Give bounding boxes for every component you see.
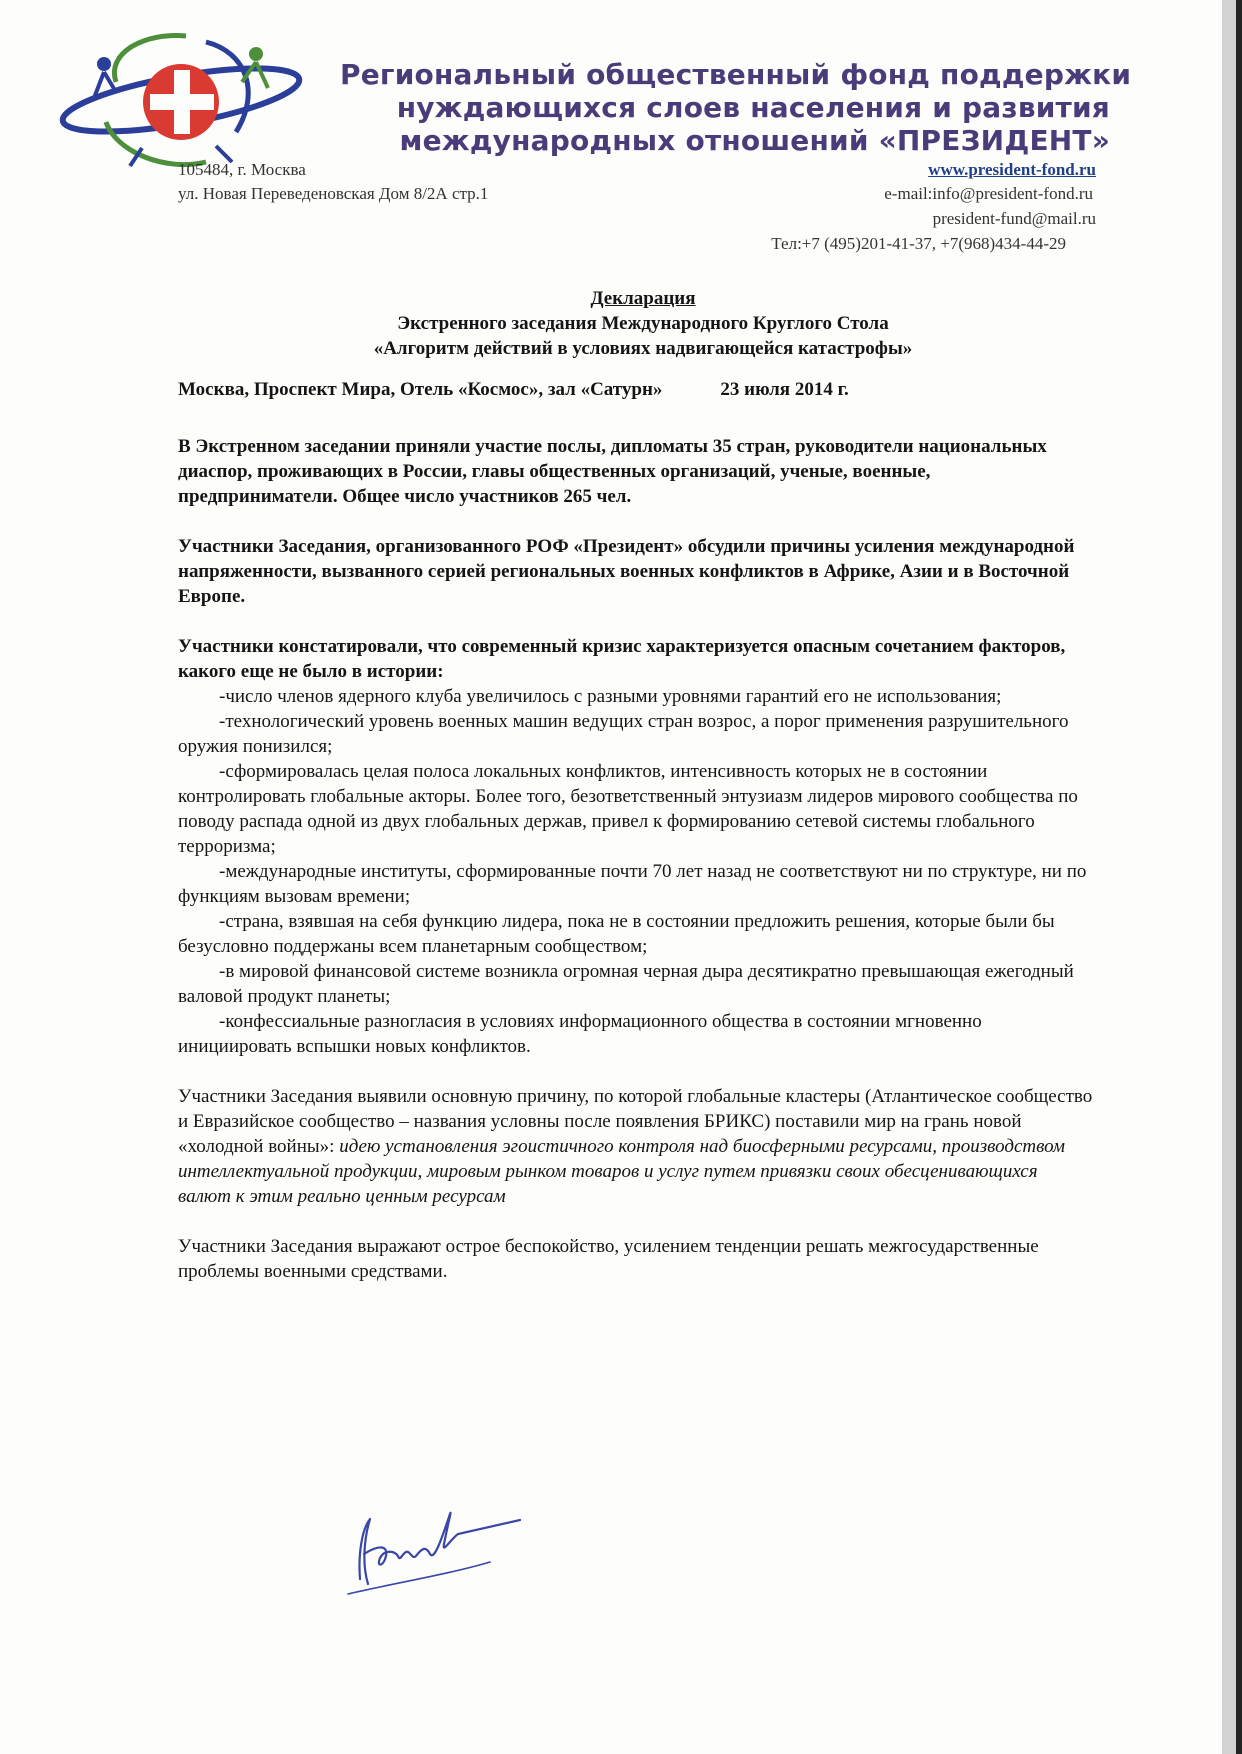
website-link[interactable]: www.president-fond.ru xyxy=(928,160,1096,179)
list-item: -технологический уровень военных машин ведущих стран возрос, а порог применения разрушительного оружия понизился; xyxy=(178,711,1069,757)
list-item: -международные институты, сформированные почти 70 лет назад не соответствуют ни по структуре, ни по функциям вызовам времени; xyxy=(178,861,1087,907)
organization-name xyxy=(340,58,1132,157)
signature-icon xyxy=(340,1484,530,1604)
phone-numbers: Тел:+7 (495)201-41-37, +7(968)434-44-29 xyxy=(771,234,1066,253)
organization-name-line: нуждающихся слоев населения и развития xyxy=(396,91,1110,124)
paragraph-italic-text: идею установления эгоистичного контроля над биосферными ресурсами, производством интеллектуальной продукции, мировым рынком товаров и услуг путем привязки своих обесценивающихся валют к этим реально ценным ресурсам xyxy=(178,1136,1066,1207)
declaration-heading xyxy=(178,286,1108,361)
paragraph: В Экстренном заседании приняли участие послы, дипломаты 35 стран, руководители национальных диаспор, проживающих в России, главы общественных организаций, ученые, военные, предприниматели. Общее число участников 265 чел. xyxy=(178,436,1047,507)
list-item: -страна, взявшая на себя функцию лидера, пока не в состоянии предложить решения, которые были бы безусловно поддержаны всем планетарным сообществом; xyxy=(178,911,1055,957)
fund-logo-icon xyxy=(46,22,346,172)
document-subtitle: «Алгоритм действий в условиях надвигающейся катастрофы» xyxy=(373,338,913,359)
list-item: -в мировой финансовой системе возникла огромная черная дыра десятикратно превышающая ежегодный валовой продукт планеты; xyxy=(178,961,1074,1007)
list-item: -число членов ядерного клуба увеличилось с разными уровнями гарантий его не использования; xyxy=(219,686,1002,707)
paragraph: Участники Заседания, организованного РОФ «Президент» обсудили причины усиления международной напряженности, вызванного серией региональных военных конфликтов в Африке, Азии и в Восточной Европе. xyxy=(178,536,1075,607)
paragraph: Участники констатировали, что современный кризис характеризуется опасным сочетанием факторов, какого еще не было в истории: xyxy=(178,636,1066,682)
paragraph: Участники Заседания выражают острое беспокойство, усилением тенденции решать межгосударственные проблемы военными средствами. xyxy=(178,1236,1039,1282)
address-line-1: 105484, г. Москва xyxy=(178,160,306,179)
meeting-date: 23 июля 2014 г. xyxy=(720,379,849,400)
meeting-place: Москва, Проспект Мира, Отель «Космос», зал «Сатурн» xyxy=(178,379,663,400)
list-item: -конфессиальные разногласия в условиях информационного общества в состоянии мгновенно инициировать вспышки новых конфликтов. xyxy=(178,1011,982,1057)
address-line-2: ул. Новая Переведеновская Дом 8/2А стр.1 xyxy=(178,184,489,203)
email-fund[interactable]: president-fund@mail.ru xyxy=(932,209,1096,228)
place-date-line xyxy=(178,377,1093,402)
organization-name-line: Региональный общественный фонд поддержки xyxy=(340,58,1132,91)
document-title: Декларация xyxy=(590,288,696,309)
document-subtitle: Экстренного заседания Международного Круглого Стола xyxy=(397,313,889,334)
paragraph xyxy=(178,1084,1093,1209)
declaration-body xyxy=(178,286,1093,1284)
email-info[interactable]: e-mail:info@president-fond.ru xyxy=(884,184,1093,203)
paragraph-text: Участники Заседания выявили основную причину, по которой глобальные кластеры (Атлантическое сообщество и Евразийское сообщество – названия условны после появления БРИКС) поставили мир на грань новой «холодной войны»: xyxy=(178,1086,1093,1157)
scan-border xyxy=(1236,0,1242,1754)
organization-name-line: международных отношений «ПРЕЗИДЕНТ» xyxy=(399,124,1110,157)
list-item: -сформировалась целая полоса локальных конфликтов, интенсивность которых не в состоянии контролировать глобальные акторы. Более того, безответственный энтузиазм лидеров мирового сообщества по поводу распада одной из двух глобальных держав, привел к формированию сетевой системы глобального терроризма; xyxy=(178,761,1078,857)
